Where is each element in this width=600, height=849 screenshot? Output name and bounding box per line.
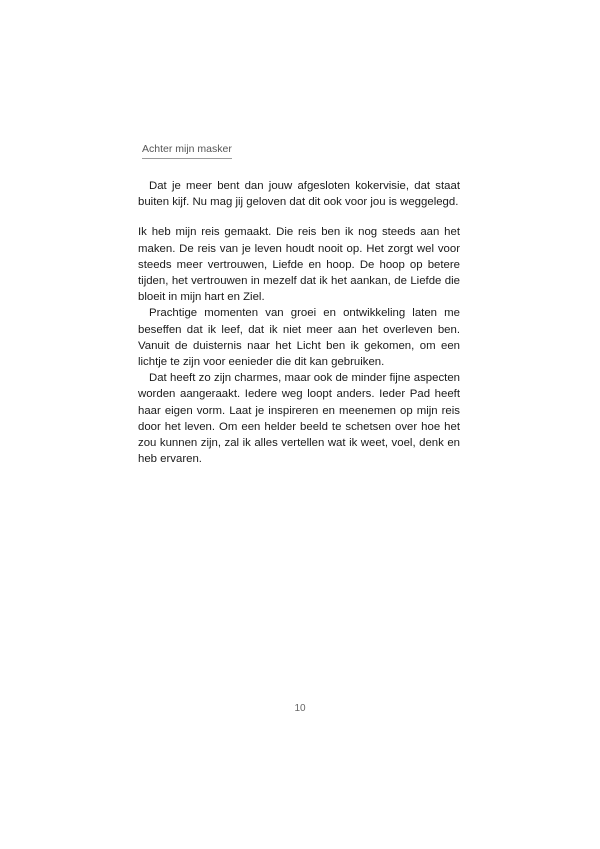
page-number: 10 (294, 703, 306, 714)
paragraph-4: Dat heeft zo zijn charmes, maar ook de minder fijne aspecten worden aangeraakt. Iedere weg loopt anders. Ieder Pad heeft haar eigen vorm. Laat je inspireren en meenemen op mijn reis door het leven. Om een helder beeld te schetsen over hoe het zou kunnen zijn, zal ik alles vertellen wat ik weet, voel, denk en heb ervaren. (138, 372, 460, 466)
paragraph-1: Dat je meer bent dan jouw afgesloten kokervisie, dat staat buiten kijf. Nu mag jij geloven dat dit ook voor jou is weggelegd. (138, 180, 460, 209)
paragraph-3: Prachtige momenten van groei en ontwikkeling laten me beseffen dat ik leef, dat ik niet meer aan het overleven ben. Vanuit de duisternis naar het Licht ben ik gekomen, om een lichtje te zijn voor eenieder die dit kan gebruiken. (138, 307, 460, 369)
running-header-title: Achter mijn masker (142, 143, 232, 159)
body-text (138, 178, 460, 467)
paragraph-2: Ik heb mijn reis gemaakt. Die reis ben ik nog steeds aan het maken. De reis van je leven houdt nooit op. Het zorgt wel voor steeds meer vertrouwen, Liefde en hoop. De hoop op betere tijden, het vertrouwen in mezelf dat ik het aankan, de Liefde die bloeit in mijn hart en Ziel. (138, 226, 460, 304)
